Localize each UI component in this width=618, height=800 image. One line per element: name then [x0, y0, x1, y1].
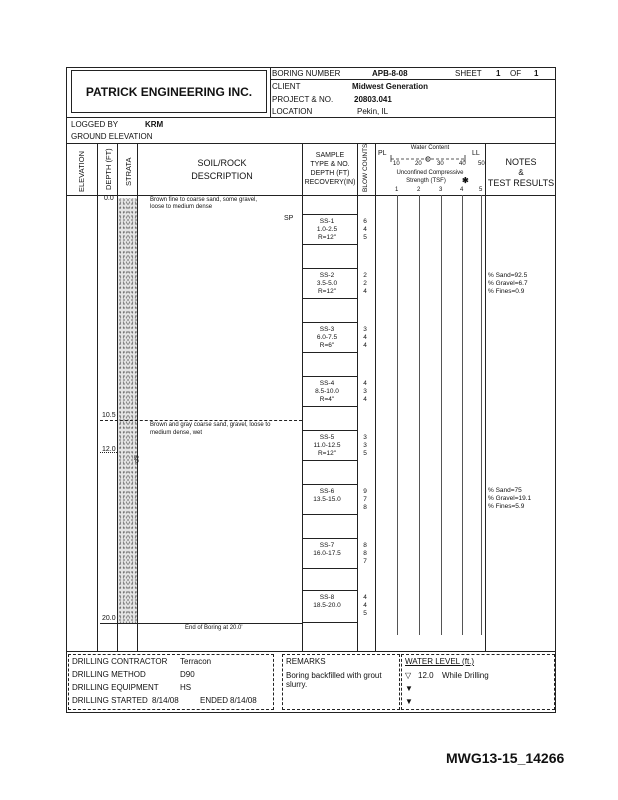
sample-recovery: R=12": [317, 234, 337, 241]
remarks-text: slurry.: [286, 680, 308, 689]
uc-tick-1: 1: [395, 187, 399, 193]
location-value: Pekin, IL: [357, 107, 389, 116]
water-level-label: WATER LEVEL (ft.): [405, 657, 475, 666]
blow-count: 3: [363, 434, 367, 441]
blow-count: 4: [363, 226, 367, 233]
depth-label: 20.0: [102, 615, 116, 622]
strength-label: Strength (TSF): [406, 178, 446, 184]
blow-count: 4: [363, 342, 367, 349]
contractor-label: DRILLING CONTRACTOR: [72, 657, 168, 666]
gridline: [419, 195, 420, 635]
sample-boundary: [302, 406, 357, 407]
sample-id: SS-7: [319, 542, 335, 549]
col-soil-rock: SOIL/ROCK: [197, 158, 247, 168]
sample-boundary: [302, 622, 357, 623]
sample-boundary: [302, 322, 357, 323]
test-result: % Gravel=6.7: [488, 280, 528, 287]
col-strata: STRATA: [124, 157, 133, 186]
method-label: DRILLING METHOD: [72, 670, 146, 679]
ll-label: LL: [472, 150, 480, 157]
sample-boundary: [302, 244, 357, 245]
sample-id: SS-8: [319, 594, 335, 601]
uc-tick-4: 4: [460, 187, 464, 193]
sample-recovery: R=4": [319, 396, 335, 403]
gridline: [462, 195, 463, 635]
unconfined-label: Unconfined Compressive: [396, 170, 464, 176]
client-value: Midwest Generation: [352, 82, 429, 91]
blow-count: 7: [363, 558, 367, 565]
layer-description: Brown fine to coarse sand, some gravel,: [150, 197, 258, 203]
blow-count: 3: [363, 442, 367, 449]
sample-recovery: R=12": [317, 450, 337, 457]
sample-boundary: [302, 484, 357, 485]
wc-tick-30: 30: [437, 161, 444, 167]
layer-boundary: [100, 420, 302, 421]
col-description: DESCRIPTION: [191, 171, 253, 181]
sample-id: SS-3: [319, 326, 335, 333]
blow-count: 4: [363, 594, 367, 601]
test-result: % Fines=0.9: [488, 288, 525, 295]
wc-tick-10: 10: [393, 161, 400, 167]
sample-depth: 1.0-2.5: [316, 226, 338, 233]
divider: [66, 651, 556, 652]
col-notes: NOTES: [505, 157, 537, 167]
sample-boundary: [302, 430, 357, 431]
strata-column: [117, 198, 138, 623]
divider: [375, 143, 376, 651]
blow-count: 8: [363, 542, 367, 549]
sample-boundary: [302, 568, 357, 569]
remarks-label: REMARKS: [286, 657, 326, 666]
col-depth: DEPTH (FT): [104, 148, 113, 190]
col-elevation: ELEVATION: [77, 151, 86, 192]
sample-recovery: R=12": [317, 288, 337, 295]
sample-id: SS-2: [319, 272, 335, 279]
sample-boundary: [302, 514, 357, 515]
water-content-label: Water Content: [410, 145, 450, 151]
water-content-scale: [385, 152, 485, 166]
sample-depth: 6.0-7.5: [316, 334, 338, 341]
uc-tick-5: 5: [479, 187, 483, 193]
blow-count: 3: [363, 326, 367, 333]
divider: [97, 143, 98, 651]
blow-count: 4: [363, 396, 367, 403]
sample-boundary: [302, 298, 357, 299]
blow-count: 5: [363, 450, 367, 457]
blow-count: 4: [363, 288, 367, 295]
sheet-number: 1: [496, 69, 501, 78]
equipment-value: HS: [180, 683, 192, 692]
col-test-results: TEST RESULTS: [487, 178, 555, 188]
sample-boundary: [302, 376, 357, 377]
sample-boundary: [302, 214, 357, 215]
sample-depth: 18.5-20.0: [313, 602, 341, 609]
boring-number: APB-8-08: [372, 69, 408, 78]
col-sample-recovery: RECOVERY(IN): [304, 179, 356, 186]
sheet-total: 1: [534, 69, 539, 78]
gridline: [397, 195, 398, 635]
sample-id: SS-4: [319, 380, 335, 387]
layer-description: Brown and gray coarse sand, gravel, loose to: [150, 422, 271, 428]
test-result: % Sand=92.5: [488, 272, 528, 279]
divider: [302, 143, 303, 651]
layer-description: loose to medium dense: [150, 204, 213, 210]
depth-label: 12.0: [102, 446, 116, 453]
pl-label: PL: [378, 150, 387, 157]
wc-tick-40: 40: [459, 161, 466, 167]
contractor-value: Terracon: [180, 657, 212, 666]
divider: [66, 117, 556, 118]
method-value: D90: [180, 670, 195, 679]
strength-star-icon: ✱: [462, 176, 469, 185]
location-label: LOCATION: [272, 107, 313, 116]
blow-count: 8: [363, 550, 367, 557]
blow-count: 3: [363, 388, 367, 395]
boring-number-label: BORING NUMBER: [272, 69, 341, 78]
column-header-bottom: [66, 195, 556, 196]
sample-id: SS-5: [319, 434, 335, 441]
divider: [357, 143, 358, 651]
blow-count: 4: [363, 380, 367, 387]
col-sample: SAMPLE: [315, 152, 345, 159]
divider: [270, 79, 556, 80]
water-level-triangle-icon: ▼: [405, 684, 413, 693]
project-value: 20803.041: [354, 95, 392, 104]
ended-value: 8/14/08: [230, 696, 257, 705]
remarks-text: Boring backfilled with grout: [286, 671, 382, 680]
wc-tick-20: 20: [415, 161, 422, 167]
ended-label: ENDED: [200, 696, 229, 705]
end-of-boring-line: [100, 623, 302, 624]
blow-count: 4: [363, 602, 367, 609]
water-level-mark: [100, 452, 117, 453]
test-result: % Gravel=19.1: [488, 495, 532, 502]
water-level-note: While Drilling: [442, 671, 489, 680]
sample-id: SS-6: [319, 488, 335, 495]
blow-count: 7: [363, 496, 367, 503]
depth-label: 10.5: [102, 412, 116, 419]
col-sample-depth: DEPTH (FT): [310, 170, 350, 177]
sample-id: SS-1: [319, 218, 335, 225]
sample-boundary: [302, 460, 357, 461]
divider: [485, 143, 486, 651]
water-level-triangle-icon: ▽: [405, 671, 412, 680]
sample-depth: 16.0-17.5: [313, 550, 341, 557]
document-id: MWG13-15_14266: [446, 750, 565, 766]
blow-count: 9: [363, 488, 367, 495]
depth-label: 0.0: [104, 195, 114, 202]
end-of-boring: End of Boring at 20.0': [185, 625, 243, 631]
col-blow-counts: BLOW COUNTS: [362, 143, 369, 192]
blow-count: 2: [363, 272, 367, 279]
uscs-symbol: SP: [284, 215, 294, 222]
sample-recovery: R=6": [319, 342, 335, 349]
gridline: [481, 195, 482, 635]
started-value: 8/14/08: [152, 696, 179, 705]
logged-by-label: LOGGED BY: [71, 120, 119, 129]
water-level-triangle-icon: ▼: [405, 697, 413, 706]
layer-description: medium dense, wet: [150, 430, 203, 436]
uscs-symbol: SP: [132, 455, 138, 464]
blow-count: 6: [363, 218, 367, 225]
logged-by-value: KRM: [145, 120, 164, 129]
blow-count: 5: [363, 610, 367, 617]
test-result: % Fines=5.9: [488, 503, 525, 510]
water-level-value: 12.0: [418, 671, 434, 680]
divider: [270, 67, 271, 117]
sample-boundary: [302, 352, 357, 353]
ground-elevation-label: GROUND ELEVATION: [71, 132, 153, 141]
blow-count: 5: [363, 234, 367, 241]
of-label: OF: [510, 69, 522, 78]
test-result: % Sand=75: [488, 487, 522, 494]
blow-count: 8: [363, 504, 367, 511]
sheet-label: SHEET: [455, 69, 482, 78]
sample-boundary: [302, 538, 357, 539]
divider: [66, 143, 556, 144]
client-label: CLIENT: [272, 82, 301, 91]
started-label: DRILLING STARTED: [72, 696, 148, 705]
gridline: [441, 195, 442, 635]
col-notes-amp: &: [518, 168, 524, 177]
sample-boundary: [302, 590, 357, 591]
blow-count: 4: [363, 334, 367, 341]
sample-boundary: [302, 268, 357, 269]
sample-depth: 13.5-15.0: [313, 496, 341, 503]
company-name: PATRICK ENGINEERING INC.: [85, 85, 253, 99]
project-label: PROJECT & NO.: [272, 95, 334, 104]
sample-depth: 8.5-10.0: [315, 388, 339, 395]
uc-tick-2: 2: [417, 187, 421, 193]
wc-tick-50: 50: [478, 161, 485, 167]
uc-tick-3: 3: [439, 187, 443, 193]
sample-depth: 3.5-5.0: [316, 280, 338, 287]
blow-count: 2: [363, 280, 367, 287]
equipment-label: DRILLING EQUIPMENT: [72, 683, 159, 692]
col-sample-type: TYPE & NO.: [310, 161, 350, 168]
sample-depth: 11.0-12.5: [313, 442, 341, 449]
